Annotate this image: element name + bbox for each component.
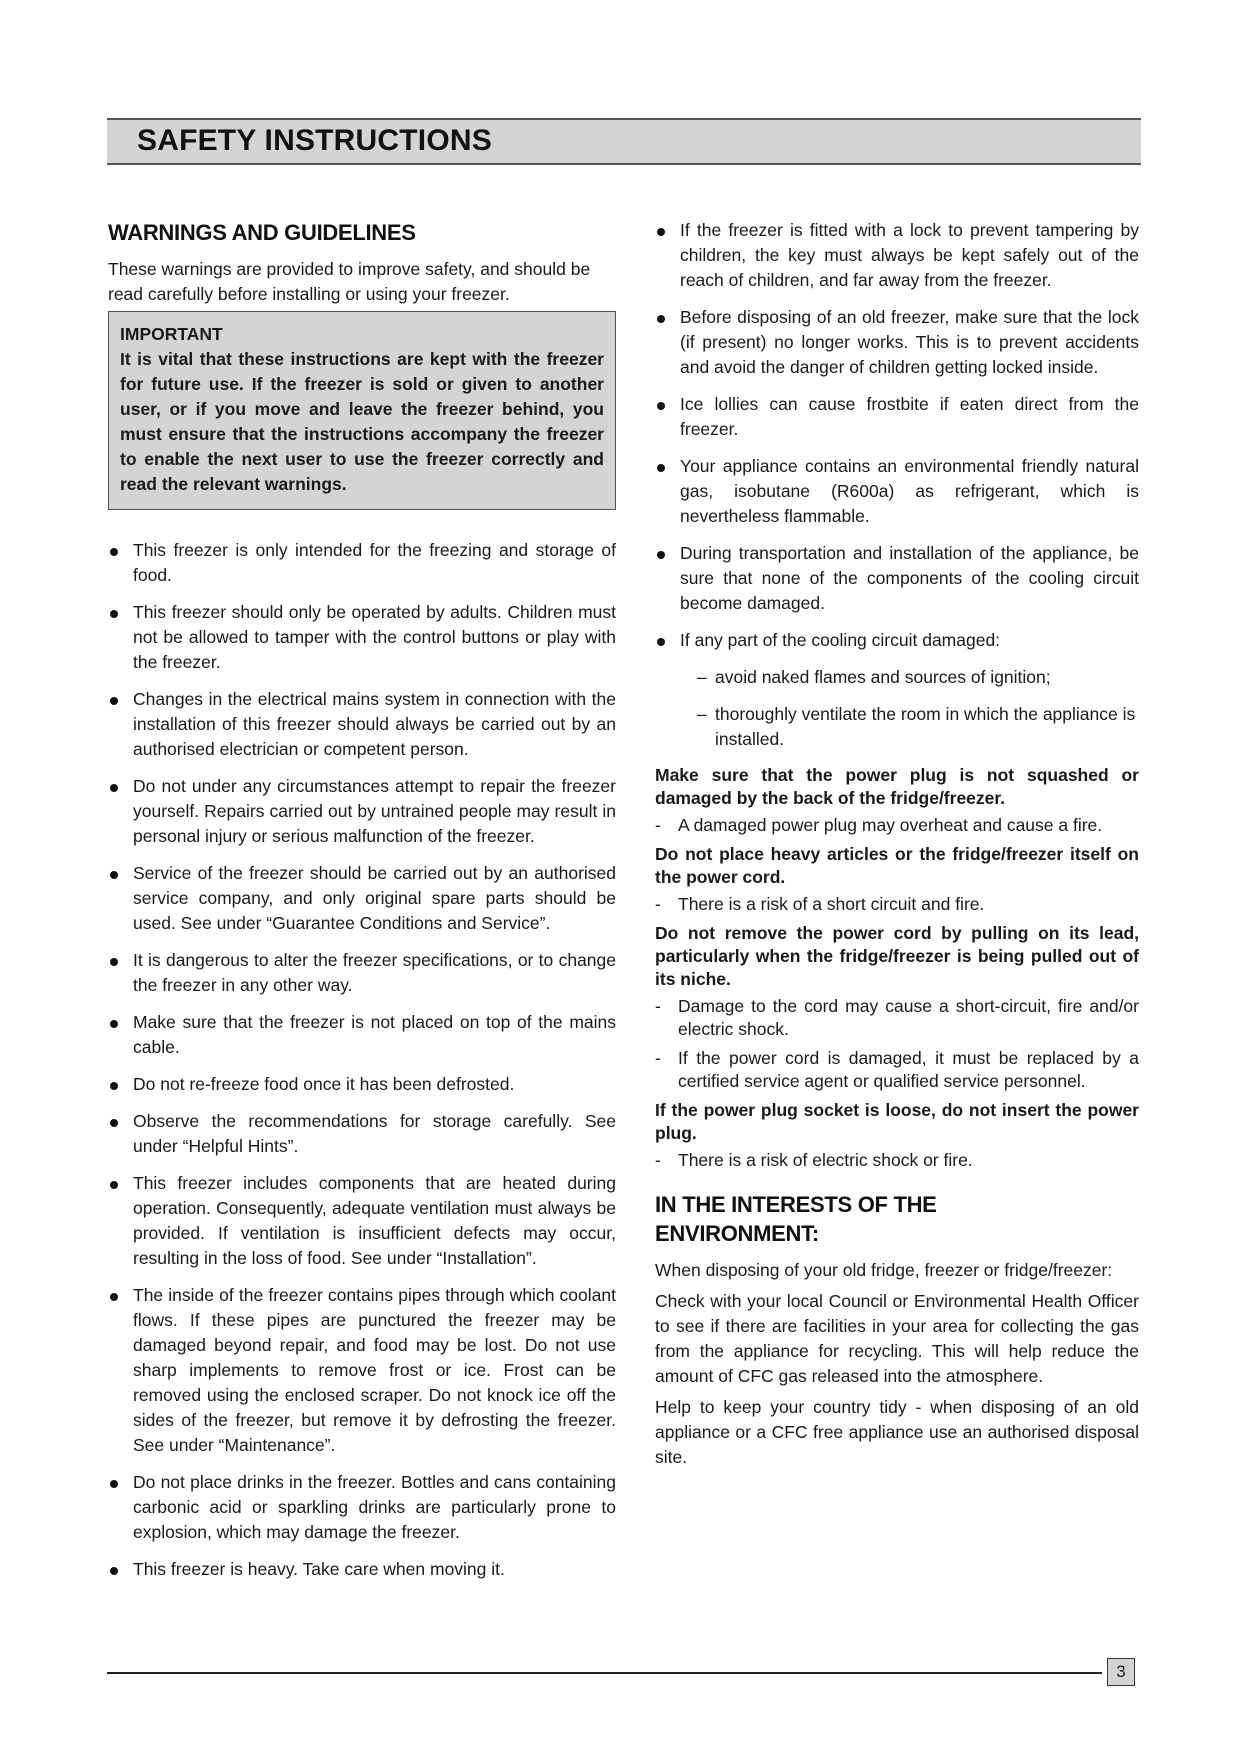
bullet-text: Service of the freezer should be carried out by an authorised service company, and only original spare parts should be used. See under “Guarantee Conditions and Service”. <box>133 863 616 933</box>
bullet-text: It is dangerous to alter the freezer specifications, or to change the freezer in any other way. <box>133 950 616 995</box>
section-header-bar <box>107 118 1141 165</box>
bullet-dot-icon <box>110 958 118 966</box>
bullet-dot-icon <box>110 1293 118 1301</box>
bullet-item <box>655 541 1139 616</box>
warning-detail-text: Damage to the cord may cause a short-circuit, fire and/or electric shock. <box>678 996 1139 1039</box>
bullet-text: Ice lollies can cause frostbite if eaten direct from the freezer. <box>680 394 1139 439</box>
bullet-text: This freezer should only be operated by adults. Children must not be allowed to tamper with the control buttons or play with the freezer. <box>133 602 616 672</box>
environment-heading-line2: ENVIRONMENT: <box>655 1221 819 1246</box>
bullet-text: Do not place drinks in the freezer. Bottles and cans containing carbonic acid or sparkling drinks are particularly prone to explosion, which may damage the freezer. <box>133 1472 616 1542</box>
warning-detail-line <box>655 995 1139 1041</box>
dash-marker: - <box>655 1048 661 1068</box>
dash-marker: - <box>655 996 661 1016</box>
intro-paragraph: These warnings are provided to improve safety, and should be read carefully before installing or using your freezer. <box>108 259 591 304</box>
warnings-heading: WARNINGS AND GUIDELINES <box>108 220 416 245</box>
bullet-item <box>655 392 1139 442</box>
bullet-item <box>108 1109 616 1159</box>
bullet-text: Before disposing of an old freezer, make sure that the lock (if present) no longer works. This is to prevent accidents and avoid the danger of children getting locked inside. <box>680 307 1139 377</box>
bullet-dot-icon <box>110 1480 118 1488</box>
bullet-dot-icon <box>110 1082 118 1090</box>
bullet-dot-icon <box>110 1181 118 1189</box>
dash-marker: - <box>655 815 661 835</box>
bullet-item <box>108 538 616 588</box>
page-title: SAFETY INSTRUCTIONS <box>137 124 492 157</box>
left-bullet-list <box>108 538 616 1582</box>
bullet-text: This freezer includes components that are heated during operation. Consequently, adequate ventilation must always be provided. If ventilation is insufficient defects may occur, resulting in the loss of food. See under “Installation”. <box>133 1173 616 1268</box>
page-number: 3 <box>1107 1658 1135 1686</box>
environment-heading-line1: IN THE INTERESTS OF THE <box>655 1192 937 1217</box>
dash-marker: - <box>655 1150 661 1170</box>
bullet-item <box>108 687 616 762</box>
sub-list-item <box>655 702 1139 752</box>
bullet-item <box>108 1072 616 1097</box>
bullet-item <box>108 1283 616 1458</box>
warning-bold-text: Do not remove the power cord by pulling on its lead, particularly when the fridge/freezer is being pulled out of its niche. <box>655 923 1139 989</box>
warning-detail-line <box>655 1149 1139 1172</box>
bullet-item <box>108 861 616 936</box>
bullet-text: If the freezer is fitted with a lock to prevent tampering by children, the key must always be kept safely out of the reach of children, and far away from the freezer. <box>680 220 1139 290</box>
warning-bold-text: Do not place heavy articles or the fridge/freezer itself on the power cord. <box>655 844 1139 887</box>
bullet-item <box>108 1010 616 1060</box>
dash-marker: - <box>655 894 661 914</box>
bullet-item <box>108 774 616 849</box>
warning-detail-text: If the power cord is damaged, it must be replaced by a certified service agent or qualified service personnel. <box>678 1048 1139 1091</box>
bullet-item <box>655 628 1139 653</box>
right-bullet-list <box>655 218 1139 653</box>
warning-detail-line <box>655 814 1139 837</box>
warning-detail-text: There is a risk of a short circuit and fire. <box>678 894 985 914</box>
bullet-text: The inside of the freezer contains pipes through which coolant flows. If these pipes are punctured the freezer may be damaged beyond repair, and food may be lost. Do not use sharp implements to remove frost or ice. Frost can be removed using the enclosed scraper. Do not knock ice off the sides of the freezer, but remove it by defrosting the freezer. See under “Maintenance”. <box>133 1285 616 1455</box>
bullet-dot-icon <box>110 871 118 879</box>
bullet-dot-icon <box>110 697 118 705</box>
bullet-text: During transportation and installation of the appliance, be sure that none of the components of the cooling circuit become damaged. <box>680 543 1139 613</box>
bullet-text: Observe the recommendations for storage carefully. See under “Helpful Hints”. <box>133 1111 616 1156</box>
bullet-text: Your appliance contains an environmental friendly natural gas, isobutane (R600a) as refrigerant, which is nevertheless flammable. <box>680 456 1139 526</box>
bullet-text: If any part of the cooling circuit damaged: <box>680 630 1001 650</box>
bullet-item <box>655 218 1139 293</box>
bullet-dot-icon <box>657 638 665 646</box>
sub-list-text: thoroughly ventilate the room in which the appliance is installed. <box>715 704 1136 749</box>
bullet-text: This freezer is heavy. Take care when moving it. <box>133 1559 505 1579</box>
bullet-item <box>108 1470 616 1545</box>
warning-detail-text: A damaged power plug may overheat and cause a fire. <box>678 815 1103 835</box>
important-title: IMPORTANT <box>120 324 223 344</box>
bullet-dot-icon <box>657 402 665 410</box>
power-cord-warnings <box>655 764 1139 1172</box>
left-column <box>108 218 616 1594</box>
bullet-item <box>655 454 1139 529</box>
sub-list-item <box>655 665 1139 690</box>
important-text: It is vital that these instructions are kept with the freezer for future use. If the freezer is sold or given to another user, or if you move and leave the freezer behind, you must ensure that the instructions accompany the freezer to enable the next user to use the freezer correctly and read the relevant warnings. <box>120 349 604 494</box>
bullet-text: Changes in the electrical mains system in connection with the installation of this freezer should always be carried out by an authorised electrician or competent person. <box>133 689 616 759</box>
bullet-text: Do not re-freeze food once it has been defrosted. <box>133 1074 515 1094</box>
warning-detail-text: There is a risk of electric shock or fire. <box>678 1150 973 1170</box>
cooling-circuit-sub-list <box>655 665 1139 752</box>
bullet-dot-icon <box>657 228 665 236</box>
sub-list-text: avoid naked flames and sources of ignition; <box>715 667 1051 687</box>
footer-rule <box>107 1672 1102 1674</box>
environment-paragraph: When disposing of your old fridge, freezer or fridge/freezer: <box>655 1260 1113 1280</box>
bullet-item <box>108 948 616 998</box>
bullet-item <box>108 600 616 675</box>
bullet-dot-icon <box>657 315 665 323</box>
bullet-dot-icon <box>110 548 118 556</box>
environment-paragraphs <box>655 1258 1139 1470</box>
bullet-dot-icon <box>110 784 118 792</box>
bullet-dot-icon <box>110 1020 118 1028</box>
environment-paragraph: Check with your local Council or Environmental Health Officer to see if there are facilities in your area for collecting the gas from the appliance for recycling. This will help reduce the amount of CFC gas released into the atmosphere. <box>655 1291 1139 1386</box>
bullet-item <box>108 1557 616 1582</box>
bullet-dot-icon <box>110 610 118 618</box>
bullet-dot-icon <box>110 1119 118 1127</box>
dash-marker: – <box>697 704 707 724</box>
warning-bold-text: Make sure that the power plug is not squashed or damaged by the back of the fridge/freezer. <box>655 765 1139 808</box>
dash-marker: – <box>697 667 707 687</box>
environment-paragraph: Help to keep your country tidy - when disposing of an old appliance or a CFC free appliance use an authorised disposal site. <box>655 1397 1139 1467</box>
bullet-dot-icon <box>657 464 665 472</box>
important-box <box>108 311 616 510</box>
bullet-item <box>108 1171 616 1271</box>
bullet-item <box>655 305 1139 380</box>
bullet-text: This freezer is only intended for the freezing and storage of food. <box>133 540 616 585</box>
warning-bold-text: If the power plug socket is loose, do not insert the power plug. <box>655 1100 1139 1143</box>
bullet-text: Do not under any circumstances attempt to repair the freezer yourself. Repairs carried out by untrained people may result in personal injury or serious malfunction of the freezer. <box>133 776 616 846</box>
bullet-dot-icon <box>657 551 665 559</box>
environment-heading <box>655 1190 1139 1248</box>
warning-detail-line <box>655 893 1139 916</box>
right-column <box>655 218 1139 1476</box>
warning-detail-line <box>655 1047 1139 1093</box>
bullet-dot-icon <box>110 1567 118 1575</box>
bullet-text: Make sure that the freezer is not placed on top of the mains cable. <box>133 1012 616 1057</box>
